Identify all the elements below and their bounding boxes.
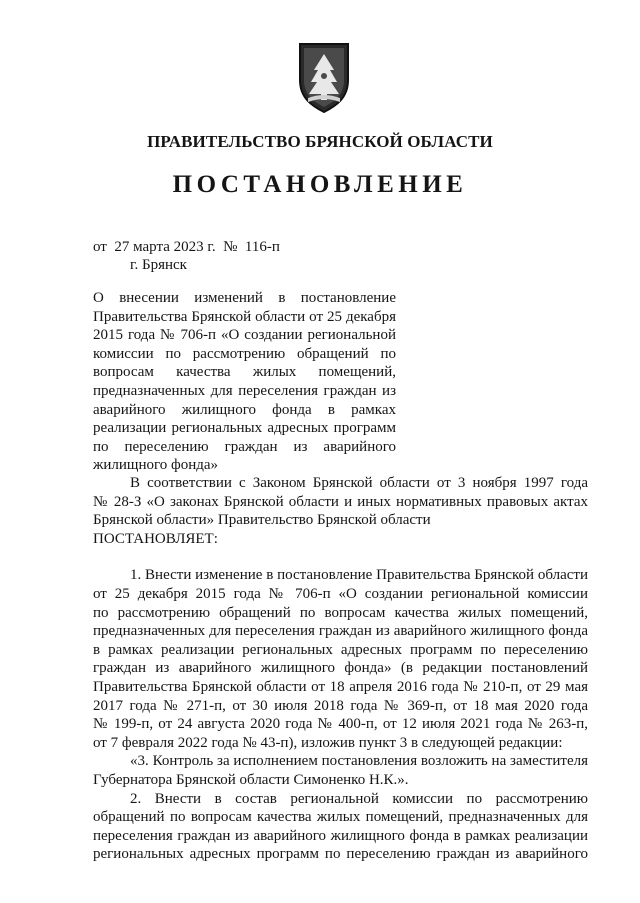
item1-line: по рассмотрению обращений по вопросам качества жилых помещений, <box>93 604 588 621</box>
item1-line: граждан из аварийного жилищного фонда» (в редакции постановлений <box>93 660 588 677</box>
item2-line: 2. Внести в состав региональной комиссии по рассмотрению <box>130 790 588 807</box>
item1-line: от 25 декабря 2015 года № 706-п «О создании региональной комиссии <box>93 585 588 602</box>
item1-line: от 7 февраля 2022 года № 43-п), изложив пункт 3 в следующей редакции: <box>93 734 563 751</box>
item1-line: Правительства Брянской области от 18 апреля 2016 года № 210-п, от 29 мая <box>93 678 588 695</box>
item1-line: в рамках реализации региональных адресных программ по переселению <box>93 641 588 658</box>
preamble-line: В соответствии с Законом Брянской области от 3 ноября 1997 года <box>130 475 588 491</box>
item1-line: предназначенных для переселения граждан из аварийного жилищного фонда <box>93 623 588 640</box>
document-subject: О внесении изменений в постановление Правительства Брянской области от 25 декабря 2015 года № 706-п «О создании региональной комиссии по рассмотрению обращений по вопросам качества жилых помещений, предназначенных для переселения граждан из аварийного жилищного фонда в рамках реализации региональных адресных программ по переселению граждан из аварийного жилищного фонда» <box>93 290 396 474</box>
government-title: ПРАВИТЕЛЬСТВО БРЯНСКОЙ ОБЛАСТИ <box>147 132 493 151</box>
item1-line: 2017 года № 271-п, от 30 июля 2018 года № 369-п, от 18 мая 2020 года <box>93 697 588 714</box>
item1-line: № 199-п, от 24 августа 2020 года № 400-п, от 12 июля 2021 года № 263-п, <box>93 716 588 733</box>
coat-of-arms-icon <box>294 40 354 114</box>
quote-line: Губернатора Брянской области Симоненко Н.К.». <box>93 771 409 788</box>
document-city: г. Брянск <box>130 257 187 273</box>
item2-line: региональных адресных программ по переселению граждан из аварийного <box>93 846 588 863</box>
item1-line: 1. Внести изменение в постановление Правительства Брянской области <box>130 567 588 584</box>
preamble-resolves: ПОСТАНОВЛЯЕТ: <box>93 530 218 547</box>
item2-line: переселения граждан из аварийного жилищного фонда в рамках реализации <box>93 827 588 844</box>
item2-line: обращений по вопросам качества жилых помещений, предназначенных для <box>93 809 588 826</box>
document-date-number: от 27 марта 2023 г. № 116-п <box>93 239 280 255</box>
preamble-line: Брянской области» Правительство Брянской области <box>93 512 431 529</box>
document-body <box>93 474 588 864</box>
document-type-title: ПОСТАНОВЛЕНИЕ <box>172 171 468 198</box>
preamble-line: № 28-З «О законах Брянской области и иных нормативных правовых актах <box>93 493 588 510</box>
quote-line: «3. Контроль за исполнением постановления возложить на заместителя <box>130 753 588 770</box>
